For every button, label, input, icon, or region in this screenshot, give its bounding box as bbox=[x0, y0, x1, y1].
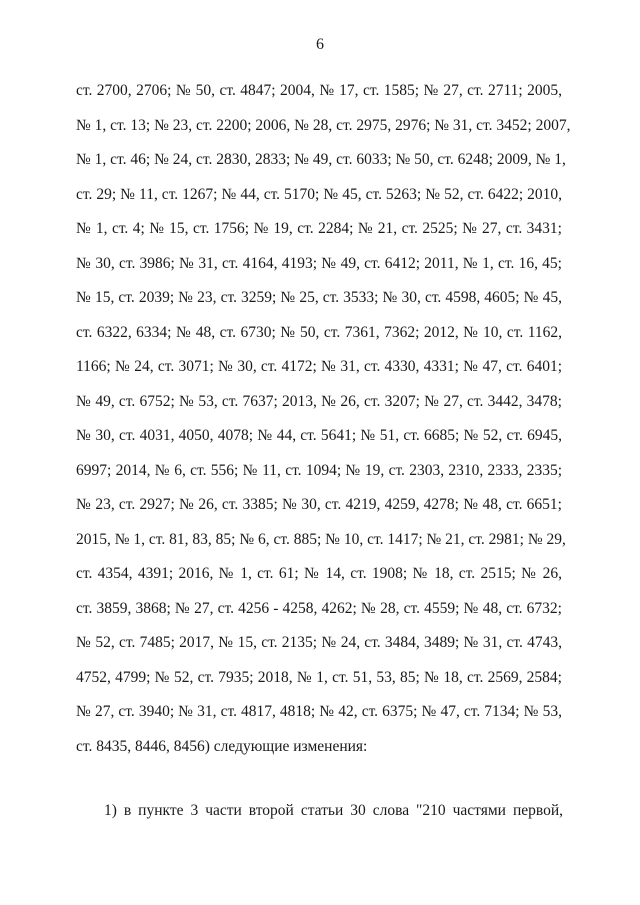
text-line: 1166; № 24, ст. 3071; № 30, ст. 4172; № 31, ст. 4330, 4331; № 47, ст. 6401; bbox=[76, 358, 562, 375]
text-line: ст. 29; № 11, ст. 1267; № 44, ст. 5170; № 45, ст. 5263; № 52, ст. 6422; 2010, bbox=[76, 185, 562, 203]
text-line: ст. 2700, 2706; № 50, ст. 4847; 2004, № 17, ст. 1585; № 27, ст. 2711; 2005, bbox=[76, 82, 562, 99]
text-line: № 1, ст. 13; № 23, ст. 2200; 2006, № 28, ст. 2975, 2976; № 31, ст. 3452; 2007, bbox=[76, 116, 571, 134]
text-line: № 15, ст. 2039; № 23, ст. 3259; № 25, ст. 3533; № 30, ст. 4598, 4605; № 45, bbox=[76, 289, 562, 306]
text-line: ст. 6322, 6334; № 48, ст. 6730; № 50, ст. 7361, 7362; 2012, № 10, ст. 1162, bbox=[76, 323, 562, 341]
text-line: 4752, 4799; № 52, ст. 7935; 2018, № 1, ст. 51, 53, 85; № 18, ст. 2569, 2584; bbox=[76, 668, 562, 686]
text-line: ст. 8435, 8446, 8456) следующие изменения: bbox=[76, 737, 368, 755]
text-line: № 27, ст. 3940; № 31, ст. 4817, 4818; № 42, ст. 6375; № 47, ст. 7134; № 53, bbox=[76, 703, 562, 720]
page-number: 6 bbox=[316, 36, 324, 53]
text-line: № 52, ст. 7485; 2017, № 15, ст. 2135; № 24, ст. 3484, 3489; № 31, ст. 4743, bbox=[76, 634, 562, 651]
text-line: № 23, ст. 2927; № 26, ст. 3385; № 30, ст. 4219, 4259, 4278; № 48, ст. 6651; bbox=[76, 496, 562, 513]
list-item-1: 1) в пункте 3 части второй статьи 30 слова "210 частями первой, bbox=[104, 802, 563, 819]
text-line: № 1, ст. 46; № 24, ст. 2830, 2833; № 49, ст. 6033; № 50, ст. 6248; 2009, № 1, bbox=[76, 151, 566, 168]
text-line: № 30, ст. 3986; № 31, ст. 4164, 4193; № 49, ст. 6412; 2011, № 1, ст. 16, 45; bbox=[76, 254, 562, 272]
text-line: ст. 3859, 3868; № 27, ст. 4256 - 4258, 4262; № 28, ст. 4559; № 48, ст. 6732; bbox=[76, 599, 562, 617]
text-line: 6997; 2014, № 6, ст. 556; № 11, ст. 1094; № 19, ст. 2303, 2310, 2333, 2335; bbox=[76, 461, 562, 479]
body-text bbox=[76, 80, 571, 770]
text-line: 2015, № 1, ст. 81, 83, 85; № 6, ст. 885; № 10, ст. 1417; № 21, ст. 2981; № 29, bbox=[76, 530, 566, 548]
text-line: № 1, ст. 4; № 15, ст. 1756; № 19, ст. 2284; № 21, ст. 2525; № 27, ст. 3431; bbox=[76, 220, 562, 237]
text-line: ст. 4354, 4391; 2016, № 1, ст. 61; № 14, ст. 1908; № 18, ст. 2515; № 26, bbox=[76, 565, 562, 582]
text-line: № 49, ст. 6752; № 53, ст. 7637; 2013, № 26, ст. 3207; № 27, ст. 3442, 3478; bbox=[76, 392, 562, 410]
text-line: № 30, ст. 4031, 4050, 4078; № 44, ст. 5641; № 51, ст. 6685; № 52, ст. 6945, bbox=[76, 427, 562, 444]
